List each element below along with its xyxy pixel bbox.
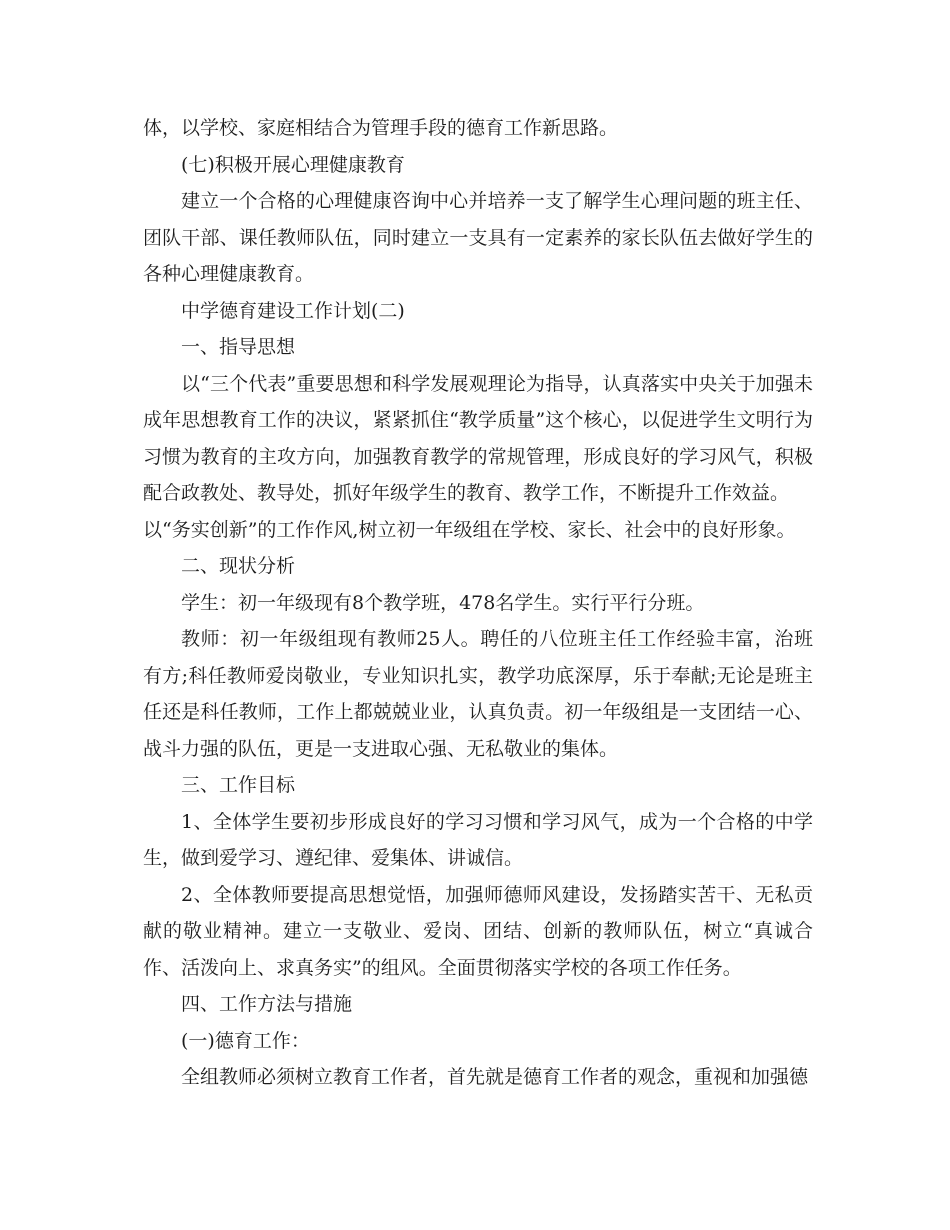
paragraph: 学生：初一年级现有8个教学班，478名学生。实行平行分班。 [181,591,705,614]
paragraph: 以“务实创新”的工作作风,树立初一年级组在学校、家长、社会中的良好形象。 [143,518,796,541]
document-subtitle: 中学德育建设工作计划(二) [181,299,405,322]
paragraph: 全组教师必须树立教育工作者，首先就是德育工作者的观念，重视和加强德 [181,1066,809,1088]
section-heading-status-analysis: 二、现状分析 [181,555,296,577]
paragraph-continuation: 体，以学校、家庭相结合为管理手段的德育工作新思路。 [143,117,619,139]
section-heading-methods: 四、工作方法与措施 [181,993,353,1015]
section-heading-guiding-ideology: 一、指导思想 [181,336,296,358]
list-item: 2、全体教师要提高思想觉悟，加强师德师风建设，发扬踏实苦干、无私贡献的敬业精神。建立一支敬业、爱岗、团结、创新的教师队伍，树立“真诚合作、活泼向上、求真务实”的组风。全面贯彻落实学校的各项工作任务。 [143,883,813,979]
subsection-heading-moral-education: (一)德育工作： [181,1029,310,1052]
document-body [143,110,813,1096]
paragraph: 以“三个代表”重要思想和科学发展观理论为指导，认真落实中央关于加强未成年思想教育工作的决议，紧紧抓住“教学质量”这个核心，以促进学生文明行为习惯为教育的主攻方向，加强教育教学的常规管理，形成良好的学习风气，积极配合政教处、教导处，抓好年级学生的教育、教学工作，不断提升工作效益。 [143,372,813,504]
section-heading-psychological-health: (七)积极开展心理健康教育 [181,153,405,176]
section-heading-work-goals: 三、工作目标 [181,774,296,796]
paragraph: 教师：初一年级组现有教师25人。聘任的八位班主任工作经验丰富，治班有方;科任教师爱岗敬业，专业知识扎实，教学功底深厚，乐于奉献;无论是班主任还是科任教师，工作上都兢兢业业，认真负责。初一年级组是一支团结一心、战斗力强的队伍，更是一支进取心强、无私敬业的集体。 [143,628,813,760]
paragraph: 建立一个合格的心理健康咨询中心并培养一支了解学生心理问题的班主任、团队干部、课任教师队伍，同时建立一支具有一定素养的家长队伍去做好学生的各种心理健康教育。 [143,190,813,285]
list-item: 1、全体学生要初步形成良好的学习习惯和学习风气，成为一个合格的中学生，做到爱学习、遵纪律、爱集体、讲诚信。 [143,810,813,869]
